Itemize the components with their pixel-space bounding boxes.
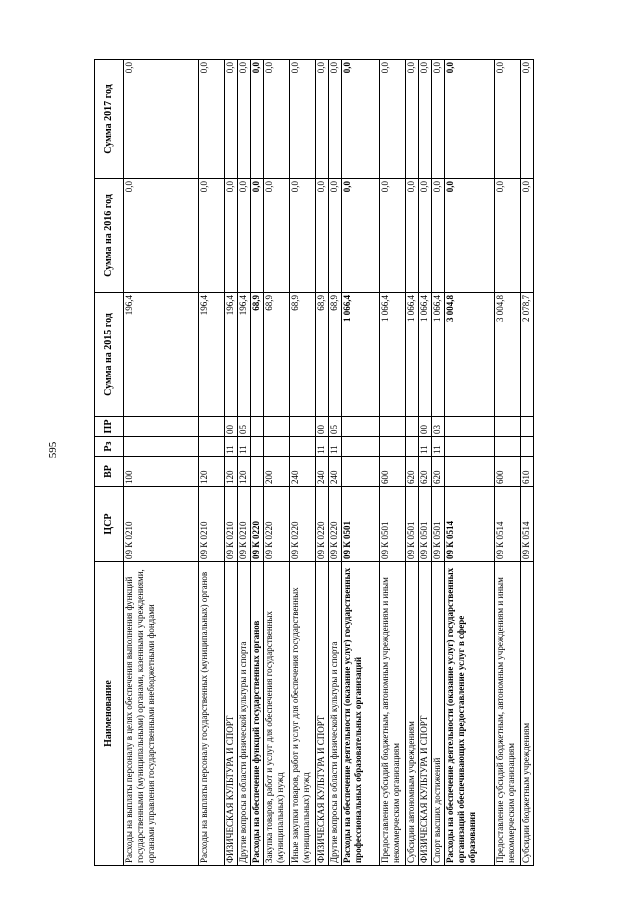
row-rz [521, 437, 534, 457]
row-vr: 200 [264, 457, 290, 487]
row-vr: 620 [419, 457, 432, 487]
row-name: Расходы на обеспечение деятельности (оказание услуг) государственных организаций обеспечивающих предоставление услуг в сфере образования [445, 562, 495, 866]
row-sum-2015: 68,9 [264, 293, 290, 417]
row-csr: 09 К 0501 [432, 487, 445, 562]
row-sum-2015: 196,4 [124, 293, 199, 417]
row-name: ФИЗИЧЕСКАЯ КУЛЬТУРА И СПОРТ [316, 562, 329, 866]
row-pr: 00 [316, 417, 329, 437]
row-sum-2015: 68,9 [290, 293, 316, 417]
table-row [225, 60, 238, 866]
row-csr: 09 К 0501 [380, 487, 406, 562]
row-csr: 09 К 0501 [406, 487, 419, 562]
row-name: Субсидии автономным учреждениям [406, 562, 419, 866]
row-rz: 11 [238, 437, 251, 457]
row-vr [445, 457, 495, 487]
row-sum-2015: 2 078,7 [521, 293, 534, 417]
row-name: Расходы на обеспечение деятельности (оказание услуг) государственных профессиональных образовательных организаций [342, 562, 380, 866]
row-csr: 09 К 0514 [445, 487, 495, 562]
row-sum-2015: 1 066,4 [432, 293, 445, 417]
row-name: Спорт высших достижений [432, 562, 445, 866]
row-sum-2017: 0,0 [124, 60, 199, 179]
row-sum-2017: 0,0 [290, 60, 316, 179]
row-vr: 600 [380, 457, 406, 487]
row-csr: 09 К 0210 [225, 487, 238, 562]
row-csr: 09 К 0220 [329, 487, 342, 562]
table-row [406, 60, 419, 866]
row-csr: 09 К 0514 [495, 487, 521, 562]
row-rz [342, 437, 380, 457]
row-sum-2016: 0,0 [445, 179, 495, 293]
header-sum-2015: Сумма на 2015 год [95, 293, 124, 417]
row-pr: 03 [432, 417, 445, 437]
row-sum-2017: 0,0 [225, 60, 238, 179]
row-csr: 09 К 0210 [124, 487, 199, 562]
row-name: Расходы на выплаты персоналу государственных (муниципальных) органов [199, 562, 225, 866]
row-sum-2015: 196,4 [238, 293, 251, 417]
row-rz [380, 437, 406, 457]
table-row [251, 60, 264, 866]
row-rz [495, 437, 521, 457]
row-rz [251, 437, 264, 457]
row-sum-2017: 0,0 [264, 60, 290, 179]
row-name: Предоставление субсидий бюджетным, автономным учреждениям и иным некоммерческим организациям [380, 562, 406, 866]
row-sum-2016: 0,0 [225, 179, 238, 293]
row-vr: 120 [225, 457, 238, 487]
row-sum-2017: 0,0 [342, 60, 380, 179]
table-row [290, 60, 316, 866]
row-vr: 120 [238, 457, 251, 487]
row-pr [342, 417, 380, 437]
row-sum-2015: 3 004,8 [445, 293, 495, 417]
row-sum-2016: 0,0 [316, 179, 329, 293]
row-sum-2016: 0,0 [406, 179, 419, 293]
row-sum-2016: 0,0 [380, 179, 406, 293]
row-pr [290, 417, 316, 437]
table-row [495, 60, 521, 866]
row-rz: 11 [316, 437, 329, 457]
row-rz [124, 437, 199, 457]
row-sum-2017: 0,0 [521, 60, 534, 179]
row-name: Расходы на обеспечение функций государственных органов [251, 562, 264, 866]
row-rz: 11 [329, 437, 342, 457]
row-vr: 240 [290, 457, 316, 487]
row-name: Расходы на выплаты персоналу в целях обеспечения выполнения функций государственными (муниципальными) органами, казенными учреждениями, органами управления государственными внебюджетными фондами [124, 562, 199, 866]
row-pr [521, 417, 534, 437]
row-sum-2016: 0,0 [264, 179, 290, 293]
table-row [264, 60, 290, 866]
header-sum-2016: Сумма на 2016 год [95, 179, 124, 293]
row-sum-2016: 0,0 [290, 179, 316, 293]
rotated-table-container [94, 60, 574, 866]
row-pr [495, 417, 521, 437]
row-sum-2015: 196,4 [199, 293, 225, 417]
row-name: Другие вопросы в области физической культуры и спорта [238, 562, 251, 866]
header-csr: ЦСР [95, 487, 124, 562]
table-row [521, 60, 534, 866]
row-rz [445, 437, 495, 457]
row-sum-2016: 0,0 [329, 179, 342, 293]
row-sum-2017: 0,0 [251, 60, 264, 179]
row-sum-2015: 3 004,8 [495, 293, 521, 417]
table-header-row [95, 60, 124, 866]
row-csr: 09 К 0220 [264, 487, 290, 562]
row-vr [251, 457, 264, 487]
row-rz [199, 437, 225, 457]
row-sum-2017: 0,0 [380, 60, 406, 179]
row-rz: 11 [432, 437, 445, 457]
row-sum-2017: 0,0 [495, 60, 521, 179]
table-row [124, 60, 199, 866]
row-pr [124, 417, 199, 437]
header-name: Наименование [95, 562, 124, 866]
row-pr: 05 [329, 417, 342, 437]
table-row [419, 60, 432, 866]
row-pr: 05 [238, 417, 251, 437]
row-sum-2015: 1 066,4 [406, 293, 419, 417]
row-name: ФИЗИЧЕСКАЯ КУЛЬТУРА И СПОРТ [225, 562, 238, 866]
row-rz [406, 437, 419, 457]
row-vr: 620 [406, 457, 419, 487]
row-sum-2016: 0,0 [342, 179, 380, 293]
header-sum-2017: Сумма 2017 год [95, 60, 124, 179]
table-row [432, 60, 445, 866]
table-row [199, 60, 225, 866]
row-vr: 610 [521, 457, 534, 487]
row-rz: 11 [225, 437, 238, 457]
row-pr: 00 [419, 417, 432, 437]
row-pr [445, 417, 495, 437]
row-csr: 09 К 0501 [342, 487, 380, 562]
row-pr [380, 417, 406, 437]
row-sum-2015: 68,9 [329, 293, 342, 417]
row-rz: 11 [419, 437, 432, 457]
row-rz [290, 437, 316, 457]
row-vr: 600 [495, 457, 521, 487]
row-vr: 620 [432, 457, 445, 487]
row-sum-2016: 0,0 [251, 179, 264, 293]
row-sum-2016: 0,0 [199, 179, 225, 293]
row-sum-2017: 0,0 [238, 60, 251, 179]
row-csr: 09 К 0210 [199, 487, 225, 562]
row-name: Другие вопросы в области физической культуры и спорта [329, 562, 342, 866]
header-pr: ПР [95, 417, 124, 437]
row-sum-2017: 0,0 [316, 60, 329, 179]
row-sum-2016: 0,0 [432, 179, 445, 293]
row-vr [342, 457, 380, 487]
table-row [316, 60, 329, 866]
row-csr: 09 К 0501 [419, 487, 432, 562]
row-sum-2015: 196,4 [225, 293, 238, 417]
row-vr: 240 [329, 457, 342, 487]
row-sum-2015: 1 066,4 [342, 293, 380, 417]
row-csr: 09 К 0220 [251, 487, 264, 562]
row-name: Закупка товаров, работ и услуг для обеспечения государственных (муниципальных) нужд [264, 562, 290, 866]
row-vr: 240 [316, 457, 329, 487]
header-vr: ВР [95, 457, 124, 487]
table-row [380, 60, 406, 866]
table-row [238, 60, 251, 866]
row-sum-2016: 0,0 [124, 179, 199, 293]
row-name: Иные закупки товаров, работ и услуг для обеспечения государственных (муниципальных) нужд [290, 562, 316, 866]
row-sum-2015: 1 066,4 [419, 293, 432, 417]
row-sum-2016: 0,0 [419, 179, 432, 293]
row-rz [264, 437, 290, 457]
row-csr: 09 К 0514 [521, 487, 534, 562]
row-sum-2016: 0,0 [238, 179, 251, 293]
row-name: Предоставление субсидий бюджетным, автономным учреждениям и иным некоммерческим организациям [495, 562, 521, 866]
row-sum-2016: 0,0 [495, 179, 521, 293]
budget-table [94, 59, 534, 866]
row-sum-2015: 1 066,4 [380, 293, 406, 417]
row-pr [264, 417, 290, 437]
row-sum-2017: 0,0 [432, 60, 445, 179]
row-pr [199, 417, 225, 437]
header-rz: Рз [95, 437, 124, 457]
row-sum-2017: 0,0 [406, 60, 419, 179]
row-csr: 09 К 0220 [316, 487, 329, 562]
page-number: 595 [47, 441, 59, 459]
table-row [445, 60, 495, 866]
row-sum-2015: 68,9 [251, 293, 264, 417]
row-vr: 100 [124, 457, 199, 487]
row-sum-2016: 0,0 [521, 179, 534, 293]
row-csr: 09 К 0210 [238, 487, 251, 562]
row-pr [251, 417, 264, 437]
row-csr: 09 К 0220 [290, 487, 316, 562]
table-row [342, 60, 380, 866]
row-sum-2017: 0,0 [445, 60, 495, 179]
row-sum-2017: 0,0 [199, 60, 225, 179]
row-vr: 120 [199, 457, 225, 487]
row-pr [406, 417, 419, 437]
row-sum-2017: 0,0 [419, 60, 432, 179]
row-pr: 00 [225, 417, 238, 437]
table-row [329, 60, 342, 866]
row-sum-2017: 0,0 [329, 60, 342, 179]
row-sum-2015: 68,9 [316, 293, 329, 417]
row-name: Субсидии бюджетным учреждениям [521, 562, 534, 866]
row-name: ФИЗИЧЕСКАЯ КУЛЬТУРА И СПОРТ [419, 562, 432, 866]
